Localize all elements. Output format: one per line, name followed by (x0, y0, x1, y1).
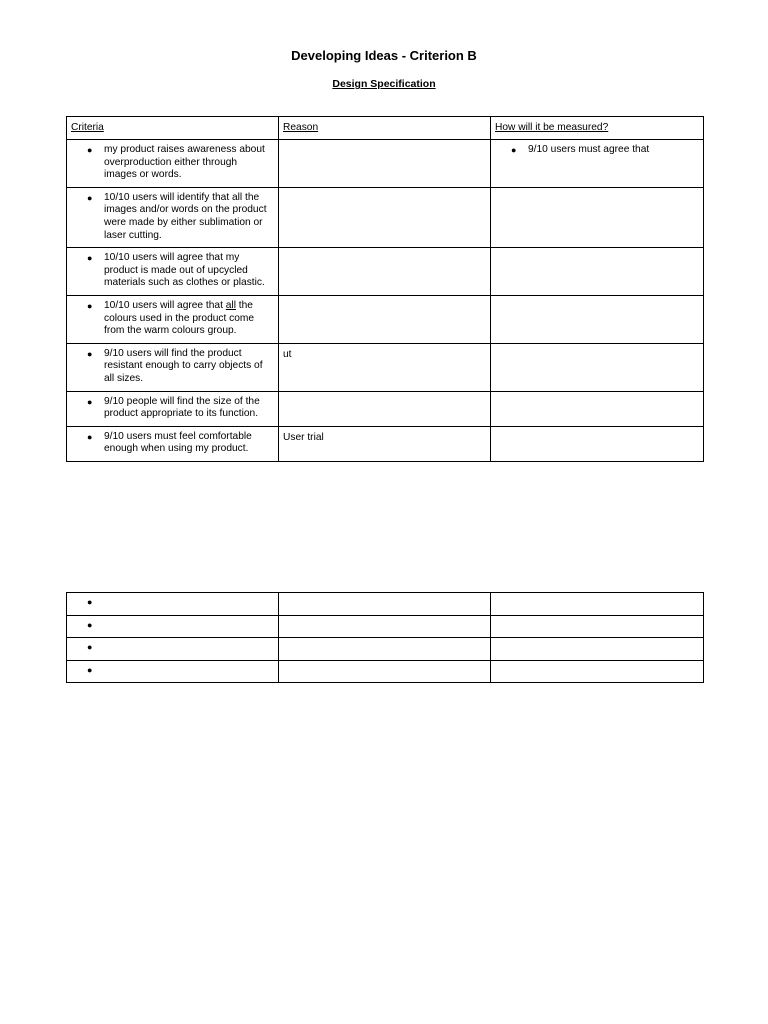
table-row (67, 426, 704, 461)
measure-cell (491, 140, 704, 188)
reason-text: User trial (283, 431, 324, 443)
bullet-icon: ● (87, 192, 93, 203)
criteria-bullet (67, 392, 278, 426)
criteria-bullet (67, 188, 278, 247)
measure-cell (491, 593, 704, 616)
measure-cell (491, 638, 704, 661)
criteria-bullet (67, 344, 278, 391)
measure-text (491, 344, 703, 355)
bullet-icon: ● (87, 300, 93, 311)
header-cell (279, 117, 491, 140)
measure-cell (491, 187, 704, 247)
measure-cell (491, 295, 704, 343)
blank-specification-table (66, 592, 704, 683)
criteria-cell (67, 248, 279, 296)
criteria-cell (67, 343, 279, 391)
criteria-text (104, 300, 272, 338)
table-row (67, 660, 704, 683)
criteria-cell (67, 426, 279, 461)
criteria-bullet (67, 296, 278, 343)
bullet-icon: ● (87, 145, 93, 155)
measure-text (491, 296, 703, 307)
measure-text (491, 392, 703, 403)
reason-text (279, 392, 490, 403)
bullet-icon: ● (87, 597, 93, 607)
reason-cell (279, 248, 491, 296)
measure-text (491, 427, 703, 438)
design-specification-table (66, 116, 704, 462)
table-row (67, 295, 704, 343)
document-subtitle: Design Specification (332, 78, 436, 90)
criteria-underlined-word: all (225, 299, 236, 311)
criteria-text: 10/10 users will identify that all the images and/or words on the product were made by either sublimation or laser cutting. (104, 191, 267, 241)
reason-cell (279, 638, 491, 661)
table-row (67, 248, 704, 296)
criteria-text: 9/10 people will find the size of the product appropriate to its function. (104, 395, 260, 420)
criteria-text: 10/10 users will agree that my product is made out of upcycled materials such as clothes or plastic. (104, 252, 265, 289)
criteria-bullet (67, 593, 278, 609)
criteria-cell (67, 638, 279, 661)
measure-cell (491, 343, 704, 391)
criteria-text: 9/10 users must feel comfortable enough when using my product. (104, 430, 252, 455)
criteria-cell (67, 593, 279, 616)
reason-text (279, 248, 490, 259)
criteria-bullet (67, 661, 278, 677)
measure-text (491, 248, 703, 259)
document-title: Developing Ideas - Criterion B (291, 48, 477, 63)
reason-cell (279, 426, 491, 461)
table-header-row (67, 117, 704, 140)
reason-text: ut (283, 348, 292, 360)
table-row (67, 187, 704, 247)
bullet-icon: ● (87, 664, 93, 675)
criteria-bullet (67, 616, 278, 632)
reason-cell (279, 660, 491, 683)
criteria-cell (67, 140, 279, 188)
bullet-icon: ● (87, 642, 93, 652)
measure-text (491, 188, 703, 199)
criteria-cell (67, 615, 279, 638)
header-cell (67, 117, 279, 140)
bullet-icon: ● (511, 145, 517, 155)
bullet-icon: ● (87, 253, 93, 264)
criteria-text: my product raises awareness about overproduction either through images or words. (104, 144, 265, 181)
criteria-bullet (67, 248, 278, 295)
reason-cell (279, 615, 491, 638)
criteria-text-part: the colours used in the product come from the warm colours group. (104, 299, 255, 337)
table-row (67, 343, 704, 391)
header-cell (491, 117, 704, 140)
table-row (67, 140, 704, 188)
reason-text (279, 140, 490, 151)
measure-cell (491, 660, 704, 683)
measure-cell (491, 391, 704, 426)
table-row (67, 615, 704, 638)
measure-cell (491, 248, 704, 296)
bullet-icon: ● (87, 431, 93, 442)
reason-text (279, 296, 490, 307)
measure-bullet (491, 140, 703, 162)
criteria-bullet (67, 638, 278, 654)
criteria-cell (67, 660, 279, 683)
measure-cell (491, 426, 704, 461)
criteria-text: 9/10 users will find the product resistant enough to carry objects of all sizes. (104, 347, 263, 384)
reason-cell (279, 140, 491, 188)
criteria-bullet (67, 427, 278, 461)
reason-cell (279, 593, 491, 616)
table-row (67, 638, 704, 661)
measure-cell (491, 615, 704, 638)
criteria-cell (67, 187, 279, 247)
bullet-icon: ● (87, 348, 93, 359)
reason-text (279, 188, 490, 199)
criteria-cell (67, 295, 279, 343)
criteria-cell (67, 391, 279, 426)
header-criteria: Criteria (71, 122, 104, 133)
table-row (67, 593, 704, 616)
bullet-icon: ● (87, 396, 93, 407)
header-measure: How will it be measured? (495, 122, 609, 133)
bullet-icon: ● (87, 619, 93, 630)
measure-text: 9/10 users must agree that (528, 144, 650, 155)
reason-cell (279, 295, 491, 343)
reason-cell (279, 391, 491, 426)
reason-cell (279, 187, 491, 247)
criteria-bullet (67, 140, 278, 187)
header-reason: Reason (283, 122, 319, 133)
table-row (67, 391, 704, 426)
reason-cell (279, 343, 491, 391)
criteria-text-part: 10/10 users will agree that (104, 299, 226, 311)
